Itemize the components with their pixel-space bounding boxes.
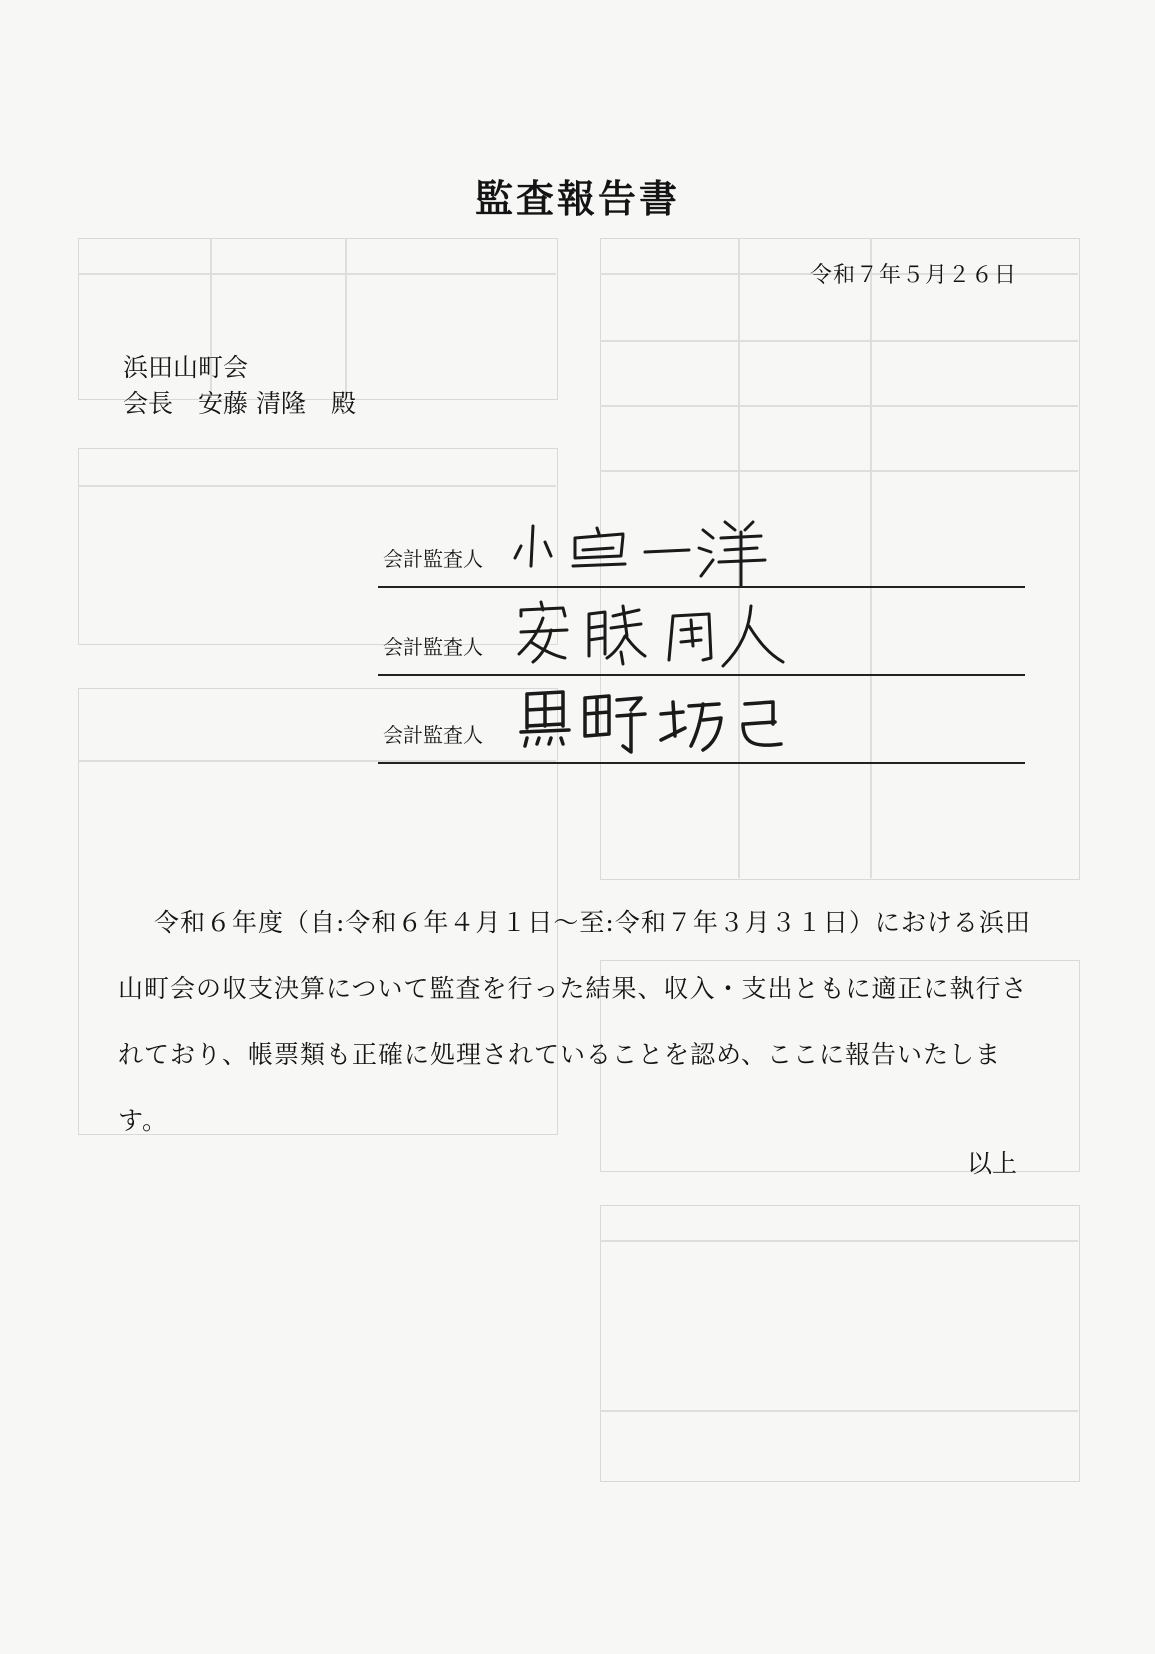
ghost-divider [600, 405, 1078, 407]
ghost-divider [600, 1410, 1078, 1412]
signature-line [378, 674, 1025, 676]
closing-mark: 以上 [966, 1149, 1017, 1178]
addressee-recipient: 会長 安藤 清隆 殿 [123, 389, 356, 418]
auditor-signature-1 [513, 508, 813, 588]
audit-statement: 令和６年度（自:令和６年４月１日～至:令和７年３月３１日）における浜田山町会の収支決算について監査を行った結果、収入・支出ともに適正に執行されており、帳票類も正確に処理されていることを認め、ここに報告いたします。 [118, 908, 1031, 1135]
signature-line [378, 586, 1025, 588]
auditor-label: 会計監査人 [383, 635, 483, 659]
auditor-signature-row [383, 518, 1025, 588]
addressee-organization: 浜田山町会 [123, 353, 249, 382]
document-title: 監査報告書 [474, 176, 680, 221]
ghost-divider [600, 1240, 1078, 1242]
document-date: 令和７年５月２６日 [809, 263, 1017, 288]
ghost-divider [78, 273, 556, 275]
ghost-divider [78, 485, 556, 487]
auditor-label: 会計監査人 [383, 547, 483, 571]
auditor-signature-3 [513, 684, 813, 764]
auditor-signature-row [383, 694, 1025, 764]
ghost-table-right-low [600, 1205, 1080, 1482]
auditor-signature-2 [513, 596, 813, 676]
auditor-signature-row [383, 606, 1025, 676]
ghost-divider [600, 340, 1078, 342]
ghost-divider [600, 470, 1078, 472]
addressee-block [123, 350, 356, 422]
auditor-label: 会計監査人 [383, 723, 483, 747]
signature-line [378, 762, 1025, 764]
